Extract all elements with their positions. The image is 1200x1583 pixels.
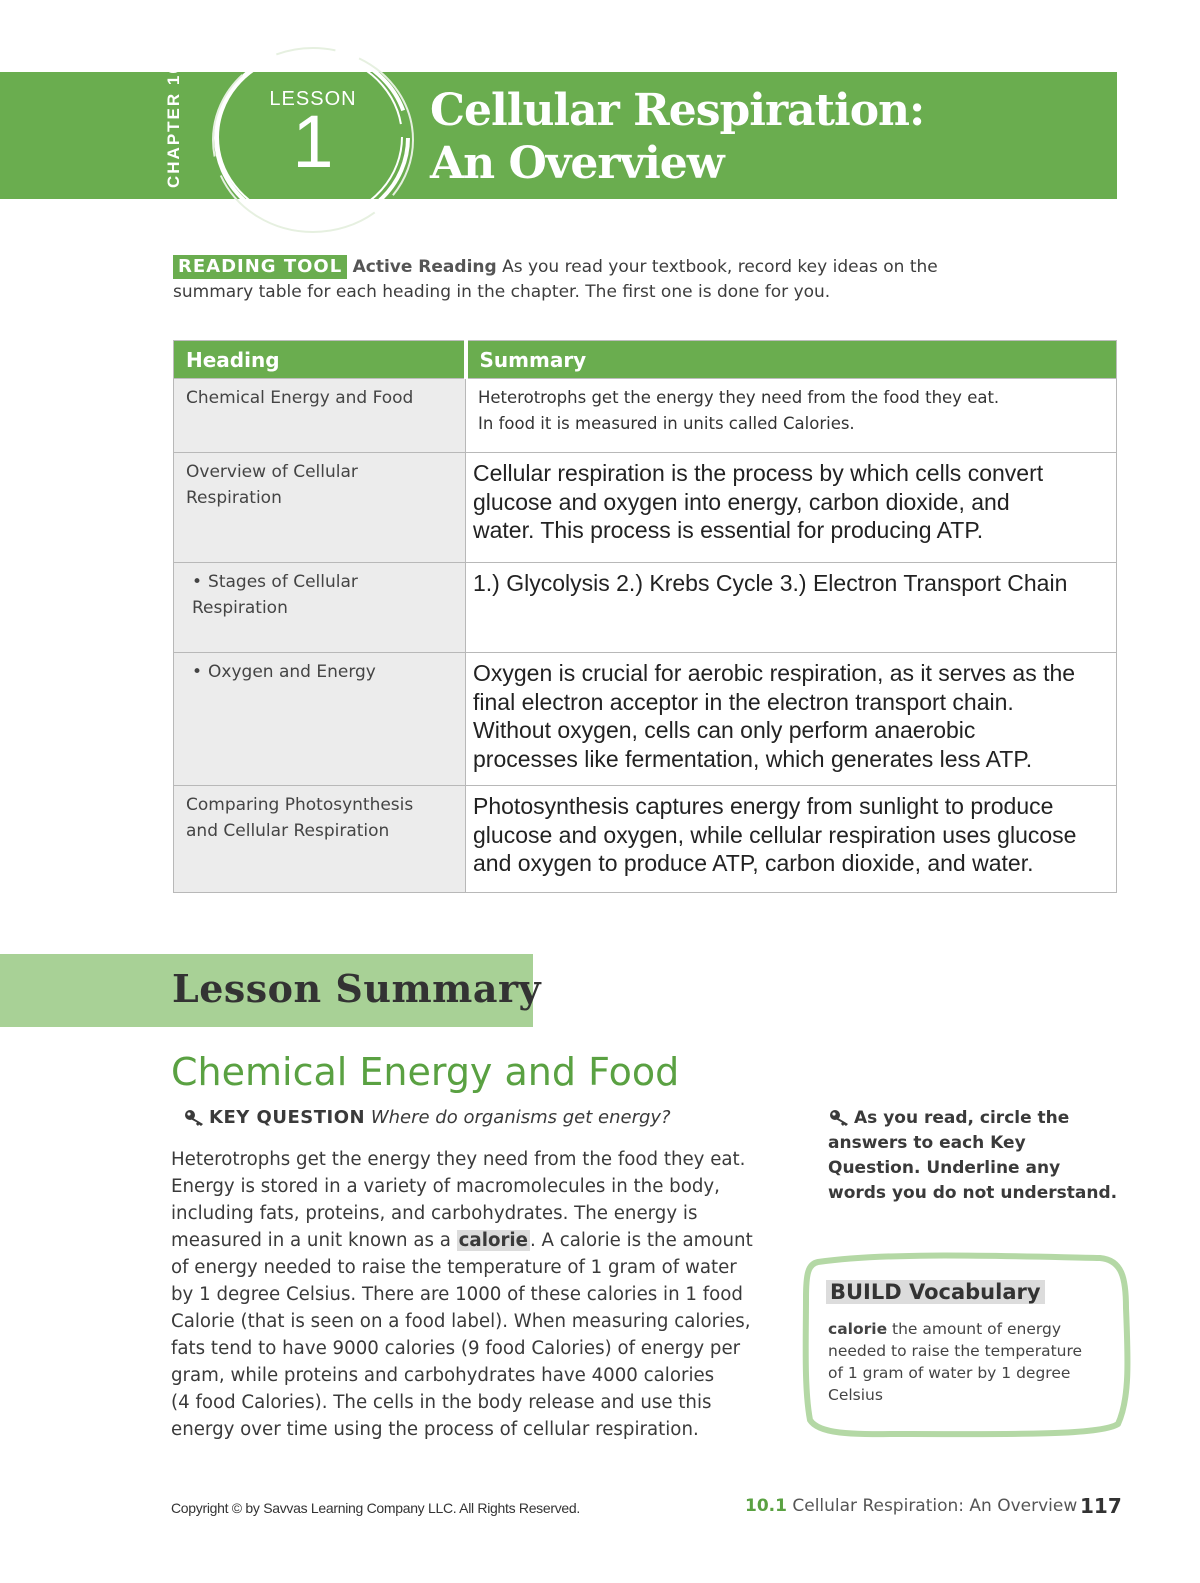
body-line-end: . A calorie is the amount <box>529 1230 753 1251</box>
vocab-definition-line: needed to raise the temperature <box>828 1342 1083 1360</box>
body-line-start: measured in a unit known as a <box>171 1230 457 1251</box>
summary-line: Photosynthesis captures energy from sunlight to produce <box>473 793 1054 819</box>
vocab-definition-line: the amount of energy <box>892 1320 1062 1338</box>
chapter-label: CHAPTER 10 <box>164 62 183 188</box>
body-line: Energy is stored in a variety of macromolecules in the body, <box>171 1176 720 1197</box>
key-question-label: KEY QUESTION <box>209 1107 366 1128</box>
table-row <box>174 379 1117 453</box>
active-reading-label: Active Reading <box>352 257 497 277</box>
summary-line: processes like fermentation, which generates less ATP. <box>473 745 1033 772</box>
summary-cell[interactable] <box>466 653 1117 786</box>
lesson-label: LESSON <box>269 88 357 110</box>
table-row <box>174 786 1117 893</box>
footer-section-number: 10.1 <box>745 1496 787 1516</box>
body-line: Calorie (that is seen on a food label). When measuring calories, <box>171 1311 751 1332</box>
body-line: fats tend to have 9000 calories (9 food Calories) of energy per <box>171 1338 741 1359</box>
lesson-number: 1 <box>292 100 334 183</box>
key-question-text: Where do organisms get energy? <box>370 1107 671 1128</box>
page-number: 117 <box>1080 1494 1122 1518</box>
vocab-word-highlight[interactable]: calorie <box>458 1230 528 1251</box>
body-line <box>171 1227 771 1254</box>
summary-line: glucose and oxygen into energy, carbon dioxide, and <box>473 488 1010 515</box>
summary-line: Without oxygen, cells can only perform anaerobic <box>473 717 976 743</box>
vocab-definition-line: Celsius <box>828 1386 883 1404</box>
summary-cell[interactable] <box>466 453 1117 563</box>
vocab-definition <box>828 1318 1103 1406</box>
footer-section-title: Cellular Respiration: An Overview <box>792 1496 1078 1516</box>
section-heading: Chemical Energy and Food <box>171 1050 680 1094</box>
side-note-line: answers to each Key <box>828 1133 1026 1153</box>
summary-line: Heterotrophs get the energy they need from the food they eat. <box>478 388 1000 407</box>
heading-line: Overview of Cellular <box>186 462 358 482</box>
side-note-line: As you read, circle the <box>854 1108 1070 1128</box>
body-line: Heterotrophs get the energy they need from the food they eat. <box>171 1149 746 1170</box>
lesson-body-text <box>171 1146 771 1443</box>
build-vocabulary-title: BUILD Vocabulary <box>826 1280 1045 1304</box>
heading-text: Stages of Cellular Respiration <box>192 572 358 618</box>
page-title-line1: Cellular Respiration: <box>430 85 925 136</box>
summary-cell[interactable] <box>466 786 1117 893</box>
reading-tool-text-line2: summary table for each heading in the chapter. The first one is done for you. <box>173 282 831 302</box>
body-line: by 1 degree Celsius. There are 1000 of these calories in 1 food <box>171 1284 743 1305</box>
heading-cell <box>174 653 466 786</box>
summary-line: and oxygen to produce ATP, carbon dioxide, and water. <box>473 850 1034 876</box>
summary-line: Oxygen is crucial for aerobic respiration, as it serves as the <box>473 660 1076 686</box>
summary-cell[interactable] <box>466 379 1117 453</box>
body-line: energy over time using the process of cellular respiration. <box>171 1419 699 1440</box>
column-header-heading: Heading <box>174 341 466 379</box>
body-line: gram, while proteins and carbohydrates have 4000 calories <box>171 1365 715 1386</box>
heading-cell <box>174 786 466 893</box>
body-line: of energy needed to raise the temperature of 1 gram of water <box>171 1257 737 1278</box>
key-icon <box>183 1109 207 1127</box>
side-note <box>828 1106 1128 1206</box>
key-question <box>183 1107 671 1128</box>
body-line: including fats, proteins, and carbohydrates. The energy is <box>171 1203 698 1224</box>
heading-line: and Cellular Respiration <box>186 821 390 841</box>
summary-table <box>173 340 1117 893</box>
summary-line: 1.) Glycolysis 2.) Krebs Cycle 3.) Electron Transport Chain <box>473 570 1068 596</box>
bullet-icon: • <box>192 662 203 682</box>
side-note-line: words you do not understand. <box>828 1183 1118 1203</box>
heading-cell: Chemical Energy and Food <box>174 379 466 453</box>
body-line: (4 food Calories). The cells in the body release and use this <box>171 1392 712 1413</box>
vocab-term: calorie <box>828 1320 888 1338</box>
reading-tool-text-line1: As you read your textbook, record key ideas on the <box>502 257 938 277</box>
copyright-notice: Copyright © by Savvas Learning Company LLC. All Rights Reserved. <box>171 1500 580 1516</box>
reading-tool-badge: READING TOOL <box>173 255 347 279</box>
heading-cell <box>174 453 466 563</box>
summary-line: Cellular respiration is the process by which cells convert <box>473 460 1044 486</box>
reading-tool-instructions <box>173 255 1123 305</box>
heading-text: Oxygen and Energy <box>208 662 376 682</box>
bullet-icon: • <box>192 572 203 592</box>
heading-line: Comparing Photosynthesis <box>186 795 414 815</box>
table-row <box>174 453 1117 563</box>
table-row <box>174 563 1117 653</box>
summary-line: final electron acceptor in the electron transport chain. <box>473 688 1014 715</box>
summary-cell[interactable] <box>466 563 1117 653</box>
lesson-summary-title: Lesson Summary <box>172 966 542 1011</box>
vocab-definition-line: of 1 gram of water by 1 degree <box>828 1364 1071 1382</box>
page-title-line2: An Overview <box>430 138 724 189</box>
table-header-row <box>174 341 1117 379</box>
side-note-line: Question. Underline any <box>828 1158 1061 1178</box>
column-header-summary: Summary <box>466 341 1117 379</box>
table-row <box>174 653 1117 786</box>
summary-line: water. This process is essential for producing ATP. <box>473 517 984 543</box>
heading-cell <box>174 563 466 653</box>
summary-line: glucose and oxygen, while cellular respiration uses glucose <box>473 821 1077 848</box>
footer-section-reference <box>745 1496 1077 1516</box>
page-title <box>430 84 924 190</box>
heading-line: Respiration <box>186 488 282 508</box>
key-icon <box>828 1109 852 1127</box>
summary-line: In food it is measured in units called Calories. <box>478 414 855 433</box>
